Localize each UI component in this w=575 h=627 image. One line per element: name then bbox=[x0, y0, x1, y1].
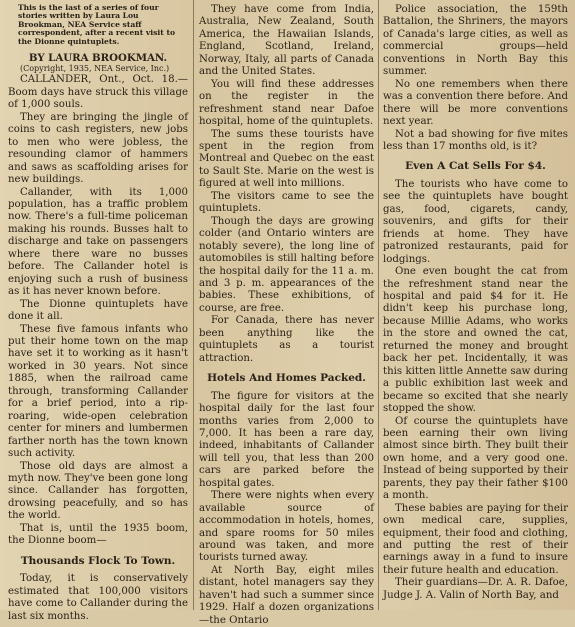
paragraph: Those old days are almost a myth now. They've been gone long since. Callander has forgotten, drowsing peacefully, and so has the world. bbox=[8, 460, 188, 522]
paragraph: The figure for visitors at the hospital daily for the last four months varies from 2,000 to 7,000. It has been a rare day, indeed, inhabitants of Callander will tell you, that less than 200 cars are parked before the hospital gates. bbox=[199, 390, 374, 489]
column-rule bbox=[378, 0, 379, 610]
editor-note: This is the last of a series of four stories written by Laura Lou Brookman, NEA Service staff correspondent, after a recent visit to the Dionne quintuplets. bbox=[18, 3, 176, 46]
column-2 bbox=[199, 4, 374, 626]
paragraph: The Dionne quintuplets have done it all. bbox=[8, 298, 188, 323]
paragraph: There were nights when every available source of accommodation in hotels, homes, and spare rooms for 50 miles around was taken, and more tourists turned away. bbox=[199, 490, 374, 564]
column-1 bbox=[8, 3, 188, 622]
copyright-line: (Copyright, 1935, NEA Service, Inc.) bbox=[20, 64, 170, 74]
paragraph: The visitors came to see the quintuplets. bbox=[199, 190, 374, 215]
paragraph: One even bought the cat from the refreshment stand near the hospital and paid $4 for it. He didn't keep his purchase long, because Millie Adams, who works in the store and owned the cat, returned the money and brought back her pet. Incidentally, it was this kitten little Annette saw during a public exhibition last week and became so excited that she nearly stopped the show. bbox=[383, 266, 568, 415]
subheading: Thousands Flock To Town. bbox=[20, 554, 176, 567]
paragraph: Of course the quintuplets have been earning their own living almost since birth. They built their own home, and a very good one. Instead of being supported by their parents, they pay their father $100 a month. bbox=[383, 415, 568, 502]
paragraph: Police association, the 159th Battalion, the Shriners, the mayors of Canada's large cities, as well as commercial groups—held conventions in North Bay this summer. bbox=[383, 4, 568, 78]
column-3 bbox=[383, 4, 568, 608]
paragraph: These five famous infants who put their home town on the map have set it to working as it hasn't worked in 30 years. Not since 1885, when the railroad came through, transforming Callander for a brief period, into a rip-roaring, wide-open celebration center for miners and lumbermen farther north has the town known such activity. bbox=[8, 323, 188, 460]
paragraph: Today, it is conservatively estimated that 100,000 visitors have come to Callander during the last six months. bbox=[8, 573, 188, 622]
paragraph: CALLANDER, Ont., Oct. 18.— Boom days have struck this village of 1,000 souls. bbox=[8, 74, 188, 111]
paragraph: Their guardians—Dr. A. R. Dafoe, Judge J. A. Valin of North Bay, and bbox=[383, 577, 568, 601]
subheading: Hotels And Homes Packed. bbox=[207, 372, 366, 385]
byline: BY LAURA BROOKMAN. bbox=[28, 52, 168, 65]
paragraph: Callander, with its 1,000 population, has a traffic problem now. There's a full-time policeman making his rounds. Busses halt to discharge and take on passengers where there ware no busses before. The Callander hotel is enjoying such a rush of business as it has never known before. bbox=[8, 186, 188, 298]
paragraph: The tourists who have come to see the quintuplets have bought gas, food, cigarets, candy, souvenirs, and gifts for their friends at home. They have patronized restaurants, paid for lodgings. bbox=[383, 178, 568, 265]
paragraph: Though the days are growing colder (and Ontario winters are notably severe), the long line of automobiles is still halting before the hospital daily for the 11 a. m. and 3 p. m. appearances of the babies. These exhibitions, of course, are free. bbox=[199, 215, 374, 314]
subheading: Even A Cat Sells For $4. bbox=[405, 160, 546, 173]
paragraph: No one remembers when there was a convention there before. And there will be more conventions next year. bbox=[383, 78, 568, 128]
paragraph: That is, until the 1935 boom, the Dionne boom— bbox=[8, 522, 188, 547]
paragraph: Not a bad showing for five mites less than 17 months old, is it? bbox=[383, 128, 568, 152]
paragraph: These babies are paying for their own medical care, supplies, equipment, their food and clothing, and putting the rest of their earnings away in a fund to insure their future health and education. bbox=[383, 502, 568, 576]
paragraph: At North Bay, eight miles distant, hotel managers say they haven't had such a summer since 1929. Half a dozen organizations—the Ontario bbox=[199, 564, 374, 626]
paragraph: For Canada, there has never been anything like the quintuplets as a tourist attraction. bbox=[199, 315, 374, 364]
column-rule bbox=[193, 0, 194, 610]
paragraph: They have come from India, Australia, New Zealand, South America, the Hawaiian Islands, England, Scotland, Ireland, Norway, Italy, all parts of Canada and the United States. bbox=[199, 4, 374, 78]
paragraph: You will find these addresses on the register in the refreshment stand near Dafoe hospital, home of the quintuplets. bbox=[199, 78, 374, 128]
paragraph: The sums these tourists have spent in the region from Montreal and Quebec on the east to Sault Ste. Marie on the west is figured at well into millions. bbox=[199, 128, 374, 190]
paragraph: They are bringing the jingle of coins to cash registers, new jobs to men who were jobless, the resounding clamor of hammers and saws as scaffolding arises for new buildings. bbox=[8, 111, 188, 186]
